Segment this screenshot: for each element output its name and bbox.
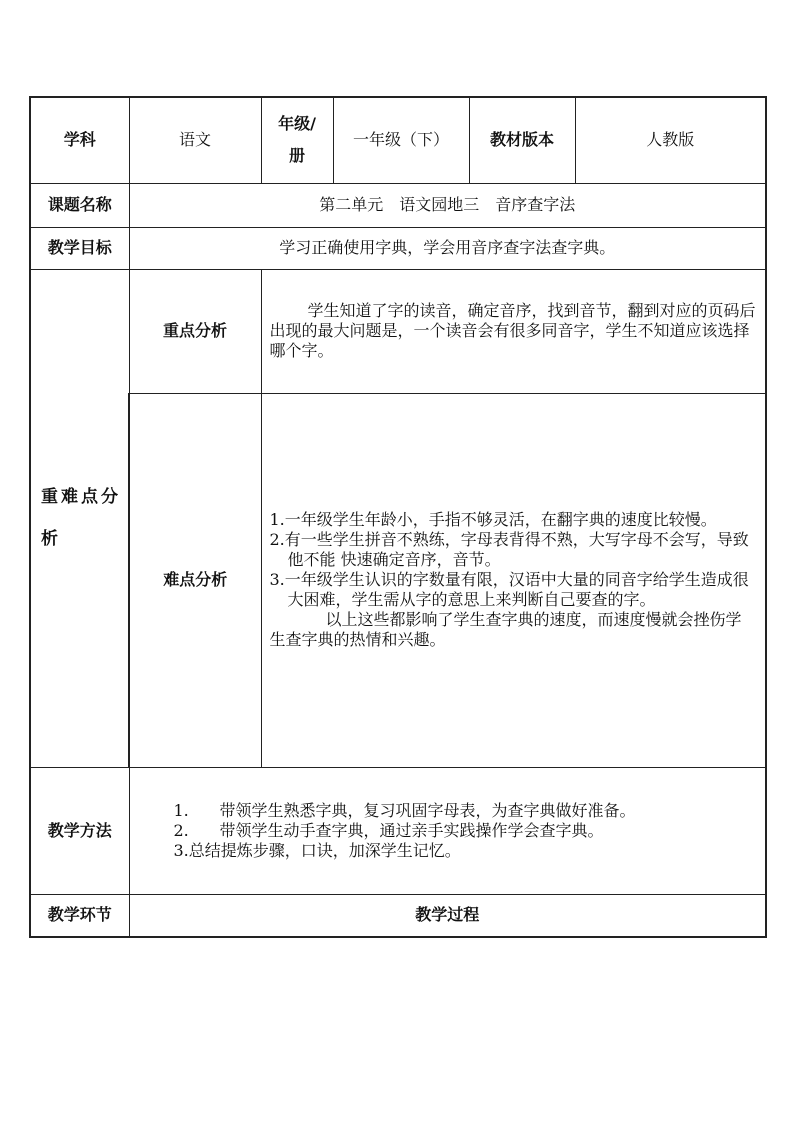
difficult-conclusion: 以上这些都影响了学生查字典的速度，而速度慢就会挫伤学生查字典的热情和兴趣。 <box>269 610 742 649</box>
subject-value: 语文 <box>129 97 261 183</box>
edition-value: 人教版 <box>575 97 766 183</box>
grade-label-line1: 年级/ <box>278 114 316 134</box>
grade-label-line2: 册 <box>288 146 305 166</box>
difficult-item-2: 2.有一些学生拼音不熟练，字母表背得不熟，大写字母不会写，导致他不能 快速确定音序，音节。 <box>269 530 749 569</box>
methods-row <box>30 767 766 894</box>
difficult-analysis-text <box>261 393 766 767</box>
objective-row <box>30 227 766 269</box>
key-analysis-label: 重点分析 <box>129 269 261 393</box>
key-analysis-text: 学生知道了字的读音，确定音序，找到音节，翻到对应的页码后出现的最大问题是，一个读音会有很多同音字，学生不知道应该选择哪个字。 <box>261 269 766 393</box>
objective-label: 教学目标 <box>30 227 129 269</box>
difficult-analysis-row <box>30 393 766 767</box>
topic-label: 课题名称 <box>30 183 129 227</box>
grade-label <box>261 97 333 183</box>
methods-label: 教学方法 <box>30 767 129 894</box>
objective-value: 学习正确使用字典，学会用音序查字法查字典。 <box>129 227 766 269</box>
topic-value: 第二单元 语文园地三 音序查字法 <box>129 183 766 227</box>
methods-list <box>129 767 766 894</box>
process-value: 教学过程 <box>129 894 766 937</box>
subject-label: 学科 <box>30 97 129 183</box>
method-item-3: 3.总结提炼步骤，口诀，加深学生记忆。 <box>173 840 461 860</box>
header-row <box>30 97 766 183</box>
method-item-2: 2. 带领学生动手查字典，通过亲手实践操作学会查字典。 <box>173 820 604 840</box>
key-analysis-row <box>30 269 766 393</box>
difficult-item-3: 3.一年级学生认识的字数量有限，汉语中大量的同音字给学生造成很大困难，学生需从字的意思上来判断自己要查的字。 <box>269 570 749 609</box>
analysis-label: 重难点分析 <box>30 269 129 767</box>
grade-value: 一年级（下） <box>333 97 469 183</box>
method-item-1: 1. 带领学生熟悉字典，复习巩固字母表，为查字典做好准备。 <box>173 800 636 820</box>
difficult-item-1: 1.一年级学生年龄小，手指不够灵活，在翻字典的速度比较慢。 <box>269 510 717 529</box>
difficult-analysis-label: 难点分析 <box>129 393 261 767</box>
lesson-plan-table <box>29 96 767 938</box>
process-label: 教学环节 <box>30 894 129 937</box>
process-row <box>30 894 766 937</box>
edition-label: 教材版本 <box>469 97 575 183</box>
topic-row <box>30 183 766 227</box>
